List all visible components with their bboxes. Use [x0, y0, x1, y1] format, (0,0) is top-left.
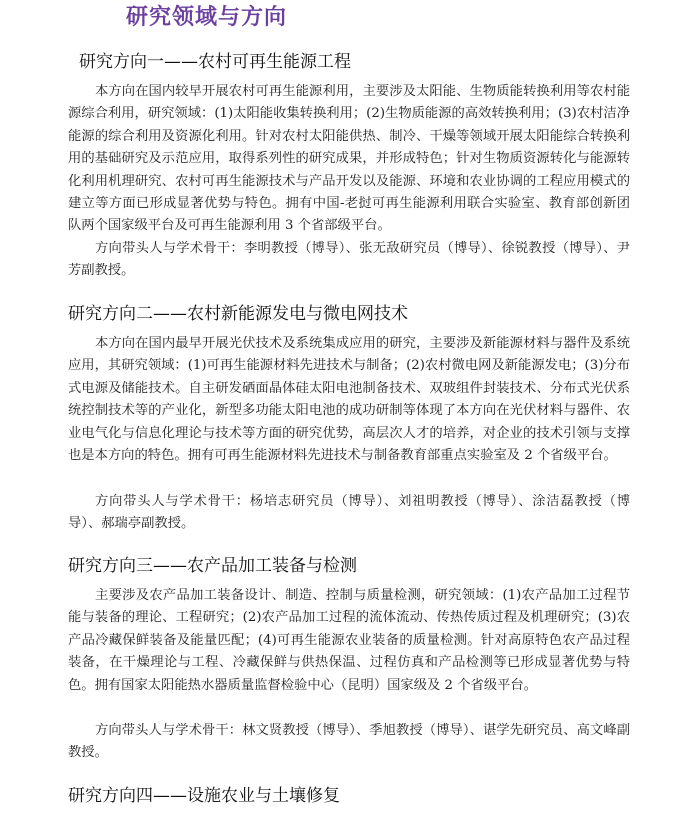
page-title: 研究领域与方向	[126, 5, 288, 30]
section-1-body: 本方向在国内较早开展农村可再生能源利用，主要涉及太阳能、生物质能转换利用等农村能源综合利用，研究领域：(1)太阳能收集转换利用；(2)生物质能源的高效转换利用；(3)农村洁净能源的综合利用及资源化利用。针对农村太阳能供热、制冷、干燥等领域开展太阳能综合转换利用的基础研究及示范应用，取得系列性的研究成果，并形成特色；针对生物质资源转化与能源转化利用机理研究、农村可再生能源技术与产品开发以及能源、环境和农业协调的工程应用模式的建立等方面已形成显著优势与特色。拥有中国-老挝可再生能源利用联合实验室、教育部创新团队两个国家级平台及可再生能源利用 3 个省部级平台。	[68, 84, 630, 234]
section-2-leaders: 方向带头人与学术骨干：杨培志研究员（博导）、刘祖明教授（博导）、涂洁磊教授（博导）、郝瑞亭副教授。	[68, 494, 630, 532]
section-3-leaders: 方向带头人与学术骨干：林文贤教授（博导）、季旭教授（博导）、谌学先研究员、高文峰副教授。	[68, 723, 630, 761]
section-3-body: 主要涉及农产品加工装备设计、制造、控制与质量检测，研究领域：(1)农产品加工过程节能与装备的理论、工程研究；(2)农产品加工过程的流体流动、传热传质过程及机理研究；(3)农产品冷藏保鲜装备及能量匹配；(4)可再生能源农业装备的质量检测。针对高原特色农产品过程装备，在干燥理论与工程、冷藏保鲜与供热保温、过程仿真和产品检测等已形成显著优势与特色。拥有国家太阳能热水器质量监督检验中心（昆明）国家级及 2 个省级平台。	[68, 588, 630, 693]
section-1-leaders: 方向带头人与学术骨干：李明教授（博导）、张无敌研究员（博导）、徐锐教授（博导）、尹芳副教授。	[68, 241, 630, 279]
section-1-heading: 研究方向一——农村可再生能源工程	[79, 52, 351, 72]
section-3-heading: 研究方向三——农产品加工装备与检测	[68, 556, 357, 576]
section-2-body: 本方向在国内最早开展光伏技术及系统集成应用的研究，主要涉及新能源材料与器件及系统应用，其研究领域：(1)可再生能源材料先进技术与制备；(2)农村微电网及新能源发电；(3)分布式电源及储能技术。自主研发硒面晶体硅太阳电池制备技术、双玻组件封装技术、分布式光伏系统控制技术等的产业化，新型多功能太阳电池的成功研制等体现了本方向在光伏材料与器件、农业电气化与信息化理论与技术等方面的研究优势，高层次人才的培养，对企业的技术引领与支撑也是本方向的特色。拥有可再生能源材料先进技术与制备教育部重点实验室及 2 个省级平台。	[68, 336, 630, 464]
section-2-heading: 研究方向二——农村新能源发电与微电网技术	[68, 304, 408, 324]
section-4-heading: 研究方向四——设施农业与土壤修复	[68, 786, 340, 806]
